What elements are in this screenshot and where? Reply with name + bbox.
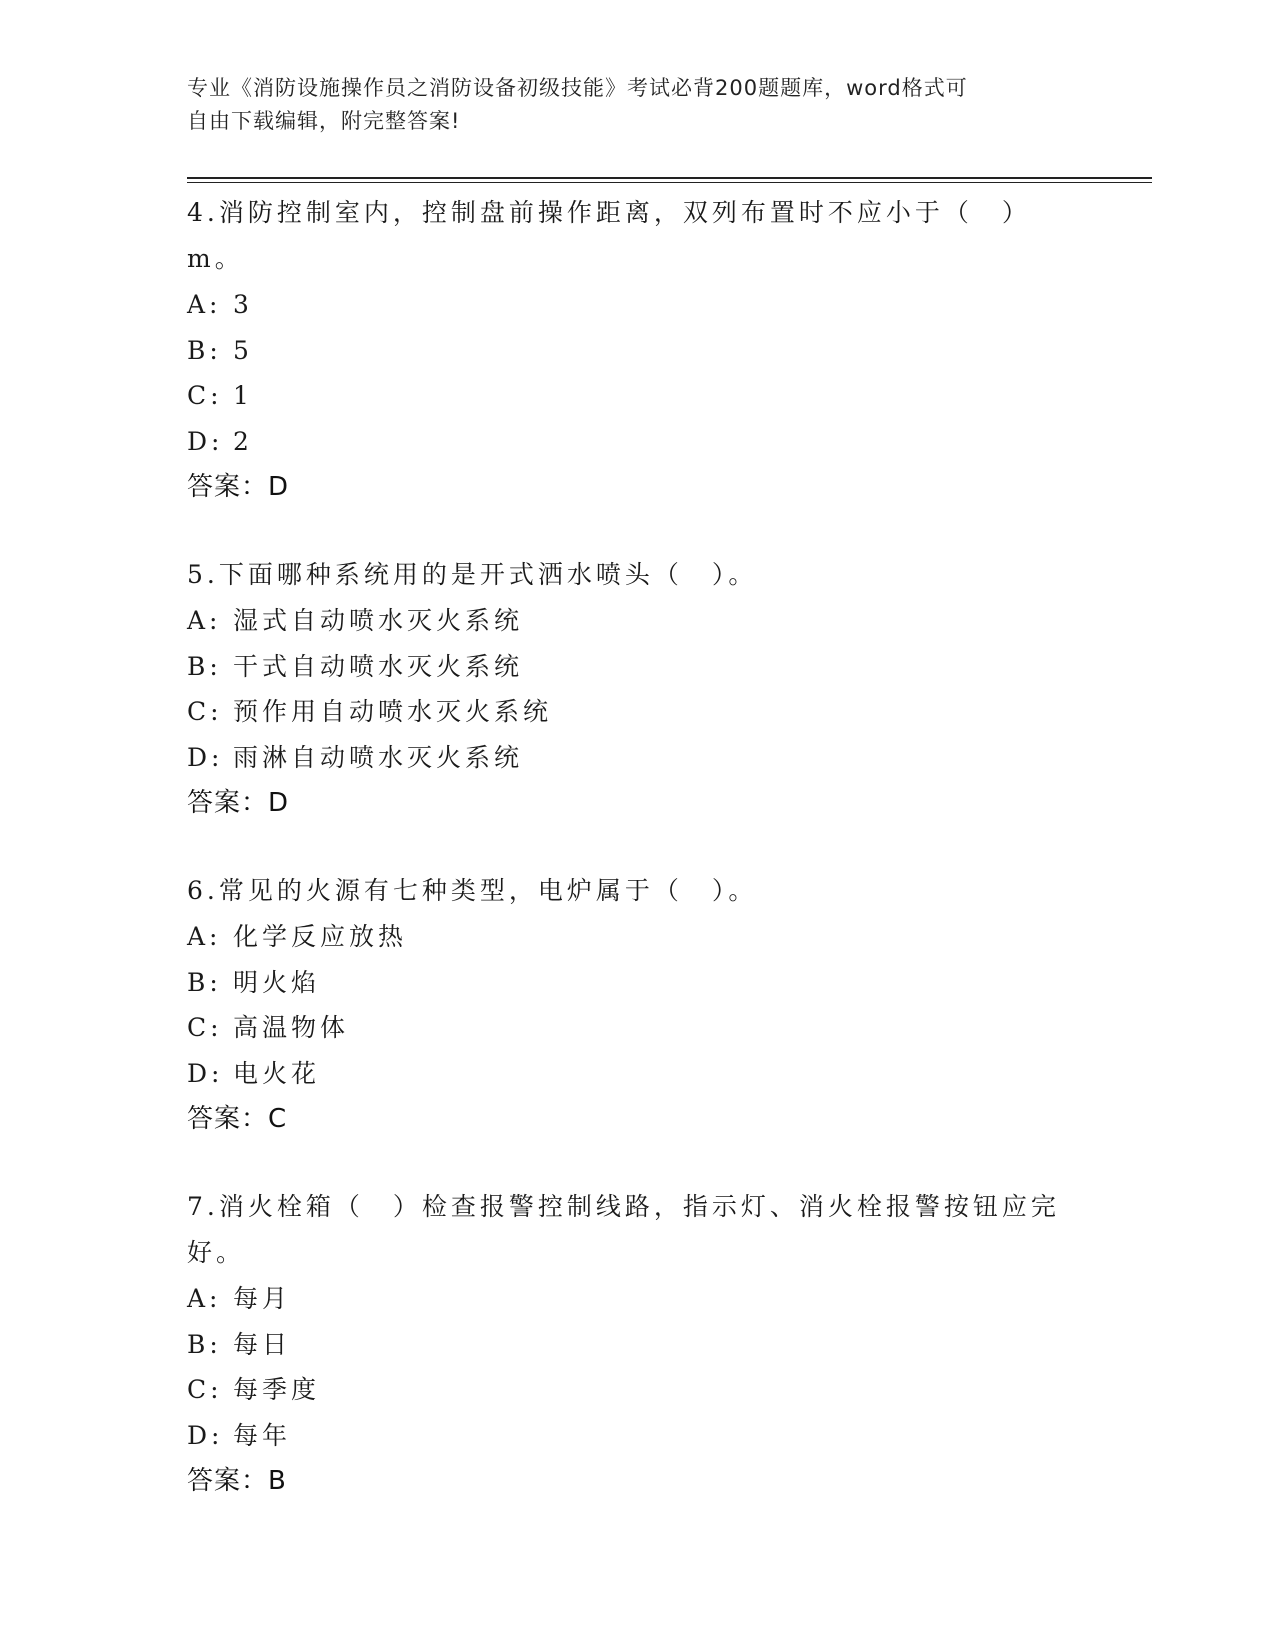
option-key: C:	[187, 381, 223, 410]
question-7	[187, 1184, 1087, 1504]
question-4	[187, 190, 1087, 510]
option-key: D:	[187, 426, 224, 456]
header-title-line-2: 自由下载编辑，附完整答案!	[187, 109, 461, 133]
option-text: 电火花	[233, 1058, 321, 1088]
option-text: 1	[233, 381, 253, 410]
option-c	[187, 1367, 1087, 1413]
option-a	[187, 282, 1087, 328]
option-text: 每年	[233, 1420, 292, 1450]
option-key: D:	[187, 1420, 224, 1450]
option-key: A:	[187, 290, 222, 319]
question-5	[187, 552, 1087, 826]
question-stem: 6.常见的火源有七种类型，电炉属于（ ）。	[187, 876, 758, 905]
option-key: A:	[187, 922, 222, 951]
option-text: 5	[233, 335, 253, 365]
question-6	[187, 868, 1087, 1142]
option-key: B:	[187, 1329, 222, 1359]
option-a	[187, 1276, 1087, 1322]
answer: 答案：D	[187, 788, 290, 818]
option-d	[187, 735, 1087, 781]
question-stem: 7.消火栓箱（ ）检查报警控制线路，指示灯、消火栓报警按钮应完好。	[187, 1192, 1060, 1267]
option-text: 明火焰	[233, 967, 321, 997]
question-stem: 4.消防控制室内，控制盘前操作距离，双列布置时不应小于（ ）m。	[187, 198, 1031, 273]
option-key: B:	[187, 335, 222, 365]
option-key: C:	[187, 1013, 223, 1042]
option-text: 2	[233, 426, 253, 456]
answer: 答案：D	[187, 472, 290, 502]
answer: 答案：B	[187, 1466, 287, 1496]
option-text: 3	[233, 290, 253, 319]
option-c	[187, 689, 1087, 735]
option-text: 预作用自动喷水灭火系统	[233, 697, 553, 726]
option-text: 每月	[233, 1284, 292, 1313]
option-key: C:	[187, 1375, 223, 1404]
option-key: D:	[187, 742, 224, 772]
answer: 答案：C	[187, 1104, 288, 1134]
option-key: C:	[187, 697, 223, 726]
question-stem: 5.下面哪种系统用的是开式洒水喷头（ ）。	[187, 560, 758, 589]
option-a	[187, 914, 1087, 960]
option-key: A:	[187, 1284, 222, 1313]
option-key: B:	[187, 967, 222, 997]
option-text: 雨淋自动喷水灭火系统	[233, 742, 524, 772]
option-text: 干式自动喷水灭火系统	[233, 651, 524, 681]
header-divider-thin	[187, 182, 1152, 183]
option-b	[187, 960, 1087, 1006]
header-title-line-1: 专业《消防设施操作员之消防设备初级技能》考试必背200题题库，word格式可	[187, 76, 968, 100]
option-text: 高温物体	[233, 1013, 350, 1042]
option-key: B:	[187, 651, 222, 681]
option-c	[187, 373, 1087, 419]
option-text: 每日	[233, 1329, 292, 1359]
option-key: D:	[187, 1058, 224, 1088]
option-a	[187, 598, 1087, 644]
option-c	[187, 1005, 1087, 1051]
document-header	[187, 72, 1067, 138]
option-b	[187, 1322, 1087, 1368]
option-text: 化学反应放热	[233, 922, 408, 951]
header-divider-thick	[187, 177, 1152, 179]
option-d	[187, 1413, 1087, 1459]
question-list	[187, 190, 1087, 1546]
option-key: A:	[187, 606, 222, 635]
option-text: 每季度	[233, 1375, 321, 1404]
option-b	[187, 328, 1087, 374]
option-text: 湿式自动喷水灭火系统	[233, 606, 524, 635]
option-d	[187, 1051, 1087, 1097]
option-d	[187, 419, 1087, 465]
option-b	[187, 644, 1087, 690]
